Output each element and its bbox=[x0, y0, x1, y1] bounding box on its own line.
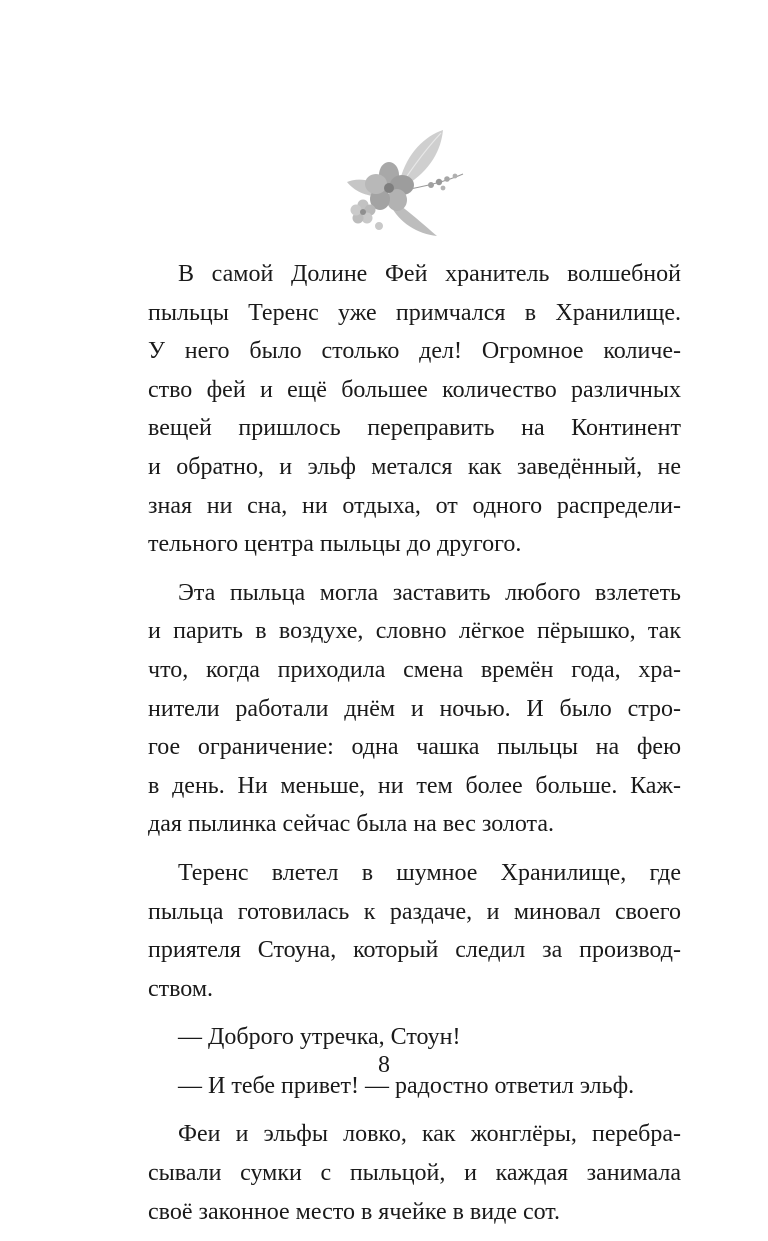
text-line: вещей пришлось переправить на Континент bbox=[148, 415, 681, 442]
text-line: тельного центра пыльцы до другого. bbox=[148, 531, 522, 558]
text-line: дая пылинка сейчас была на вес золота. bbox=[148, 811, 554, 838]
text-line: и обратно, и эльф метался как заведённый, не bbox=[148, 453, 681, 480]
text-line: гое ограничение: одна чашка пыльцы на фею bbox=[148, 734, 681, 761]
text-line: — Доброго утречка, Стоун! bbox=[178, 1024, 461, 1051]
text-line: пыльцы Теренс уже примчался в Хранилище. bbox=[148, 299, 681, 326]
text-line: что, когда приходила смена времён года, хра- bbox=[148, 656, 681, 683]
body-text bbox=[148, 255, 681, 1231]
paragraph bbox=[148, 255, 681, 564]
paragraph bbox=[148, 854, 681, 1008]
text-line: — И тебе привет! — радостно ответил эльф. bbox=[178, 1072, 635, 1099]
text-line: ство фей и ещё большее количество различных bbox=[148, 376, 681, 403]
text-line: в день. Ни меньше, ни тем более больше. Каж- bbox=[148, 772, 681, 799]
text-line: зная ни сна, ни отдыха, от одного распредели- bbox=[148, 492, 681, 519]
floral-ornament-icon bbox=[345, 128, 465, 240]
text-line: В самой Долине Фей хранитель волшебной bbox=[178, 261, 681, 287]
paragraph bbox=[148, 574, 681, 844]
text-line: и парить в воздухе, словно лёгкое пёрышко, так bbox=[148, 618, 681, 645]
text-line: Теренс влетел в шумное Хранилище, где bbox=[178, 859, 681, 886]
text-line: нители работали днём и ночью. И было стро- bbox=[148, 695, 681, 722]
text-line: сывали сумки с пыльцой, и каждая занимала bbox=[148, 1160, 681, 1187]
text-line: своё законное место в ячейке в виде сот. bbox=[148, 1198, 560, 1225]
text-line: Эта пыльца могла заставить любого взлететь bbox=[178, 579, 681, 606]
text-line: Феи и эльфы ловко, как жонглёры, перебра- bbox=[178, 1121, 681, 1148]
text-line: У него было столько дел! Огромное количе- bbox=[148, 338, 681, 365]
page-number: 8 bbox=[378, 1052, 390, 1078]
paragraph bbox=[148, 1115, 681, 1231]
text-line: пыльца готовилась к раздаче, и миновал своего bbox=[148, 898, 681, 925]
text-line: приятеля Стоуна, который следил за производ- bbox=[148, 937, 681, 964]
text-line: ством. bbox=[148, 975, 214, 1002]
